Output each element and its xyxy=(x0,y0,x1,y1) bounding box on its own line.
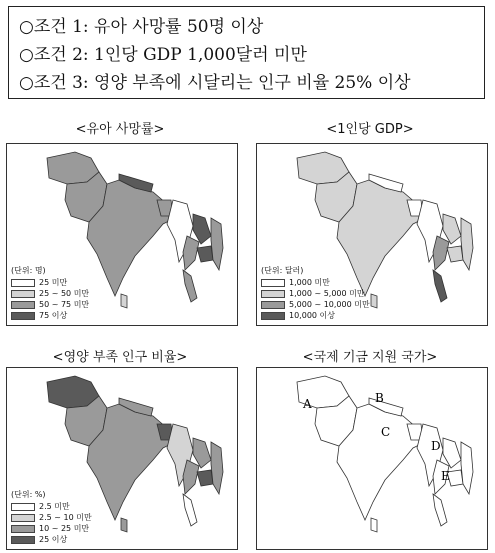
region-sri-lanka xyxy=(371,294,377,308)
nutrition-legend-1: 2.5 미만 xyxy=(39,502,70,511)
aid-title: <국제 기금 지원 국가> xyxy=(302,350,438,365)
gdp-legend-4: 10,000 이상 xyxy=(289,311,335,320)
region-laos xyxy=(443,438,461,468)
region-laos xyxy=(193,214,211,244)
gdp-legend xyxy=(261,265,370,321)
legend-swatch-3 xyxy=(261,301,285,309)
legend-swatch-2 xyxy=(261,290,285,298)
legend-swatch-1 xyxy=(261,279,285,287)
infant-legend-4: 75 이상 xyxy=(39,311,68,320)
legend-swatch-1 xyxy=(11,503,35,511)
region-sri-lanka xyxy=(121,294,127,308)
infant-legend xyxy=(11,265,89,321)
infant-legend-3: 50 ~ 75 미만 xyxy=(39,300,90,309)
region-vietnam xyxy=(211,218,223,270)
region-vietnam xyxy=(211,442,223,494)
legend-swatch-1 xyxy=(11,279,35,287)
nutrition-title: <영양 부족 인구 비율> xyxy=(52,350,188,365)
gdp-title: <1인당 GDP> xyxy=(326,122,414,137)
region-vietnam xyxy=(461,442,473,494)
label-d: D xyxy=(431,439,441,453)
legend-swatch-3 xyxy=(11,525,35,533)
infant-mortality-title: <유아 사망률> xyxy=(75,122,165,137)
region-cambodia xyxy=(197,470,213,486)
region-sri-lanka xyxy=(371,518,377,532)
label-e: E xyxy=(441,469,450,483)
gdp-legend-3: 5,000 ~ 10,000 미만 xyxy=(289,300,370,309)
legend-swatch-2 xyxy=(11,514,35,522)
region-malaysia xyxy=(433,494,447,526)
aid-map xyxy=(256,367,488,550)
legend-swatch-3 xyxy=(11,301,35,309)
infant-legend-unit: (단위: 명) xyxy=(11,266,46,275)
legend-swatch-4 xyxy=(11,536,35,544)
legend-swatch-4 xyxy=(261,312,285,320)
condition-3: ○조건 3: 영양 부족에 시달리는 인구 비율 25% 이상 xyxy=(19,73,411,93)
region-laos xyxy=(193,438,211,468)
region-cambodia xyxy=(447,246,463,262)
region-malaysia xyxy=(183,494,197,526)
conditions-box xyxy=(8,6,485,99)
label-c: C xyxy=(381,425,391,439)
gdp-map xyxy=(256,143,488,326)
label-b: B xyxy=(375,391,384,405)
region-sri-lanka xyxy=(121,518,127,532)
infant-mortality-map xyxy=(6,143,238,326)
region-thailand xyxy=(183,460,199,494)
nutrition-legend-2: 2.5 ~ 10 미만 xyxy=(39,513,92,522)
nutrition-legend xyxy=(11,489,92,545)
gdp-legend-1: 1,000 미만 xyxy=(289,278,330,287)
legend-swatch-2 xyxy=(11,290,35,298)
condition-1: ○조건 1: 유아 사망률 50명 이상 xyxy=(19,17,264,37)
region-thailand xyxy=(433,236,449,270)
region-cambodia xyxy=(197,246,213,262)
gdp-legend-unit: (단위: 달러) xyxy=(261,266,304,275)
region-laos xyxy=(443,214,461,244)
nutrition-map xyxy=(6,367,238,550)
infant-legend-2: 25 ~ 50 미만 xyxy=(39,289,90,298)
nutrition-legend-unit: (단위: %) xyxy=(11,490,46,499)
region-malaysia xyxy=(433,270,447,302)
region-malaysia xyxy=(183,270,197,302)
condition-2: ○조건 2: 1인당 GDP 1,000달러 미만 xyxy=(19,45,307,65)
infant-legend-1: 25 미만 xyxy=(39,278,68,287)
label-a: A xyxy=(303,397,312,411)
region-vietnam xyxy=(461,218,473,270)
nutrition-legend-3: 10 ~ 25 미만 xyxy=(39,524,90,533)
region-thailand xyxy=(183,236,199,270)
gdp-legend-2: 1,000 ~ 5,000 미만 xyxy=(289,289,365,298)
nutrition-legend-4: 25 이상 xyxy=(39,535,68,544)
legend-swatch-4 xyxy=(11,312,35,320)
